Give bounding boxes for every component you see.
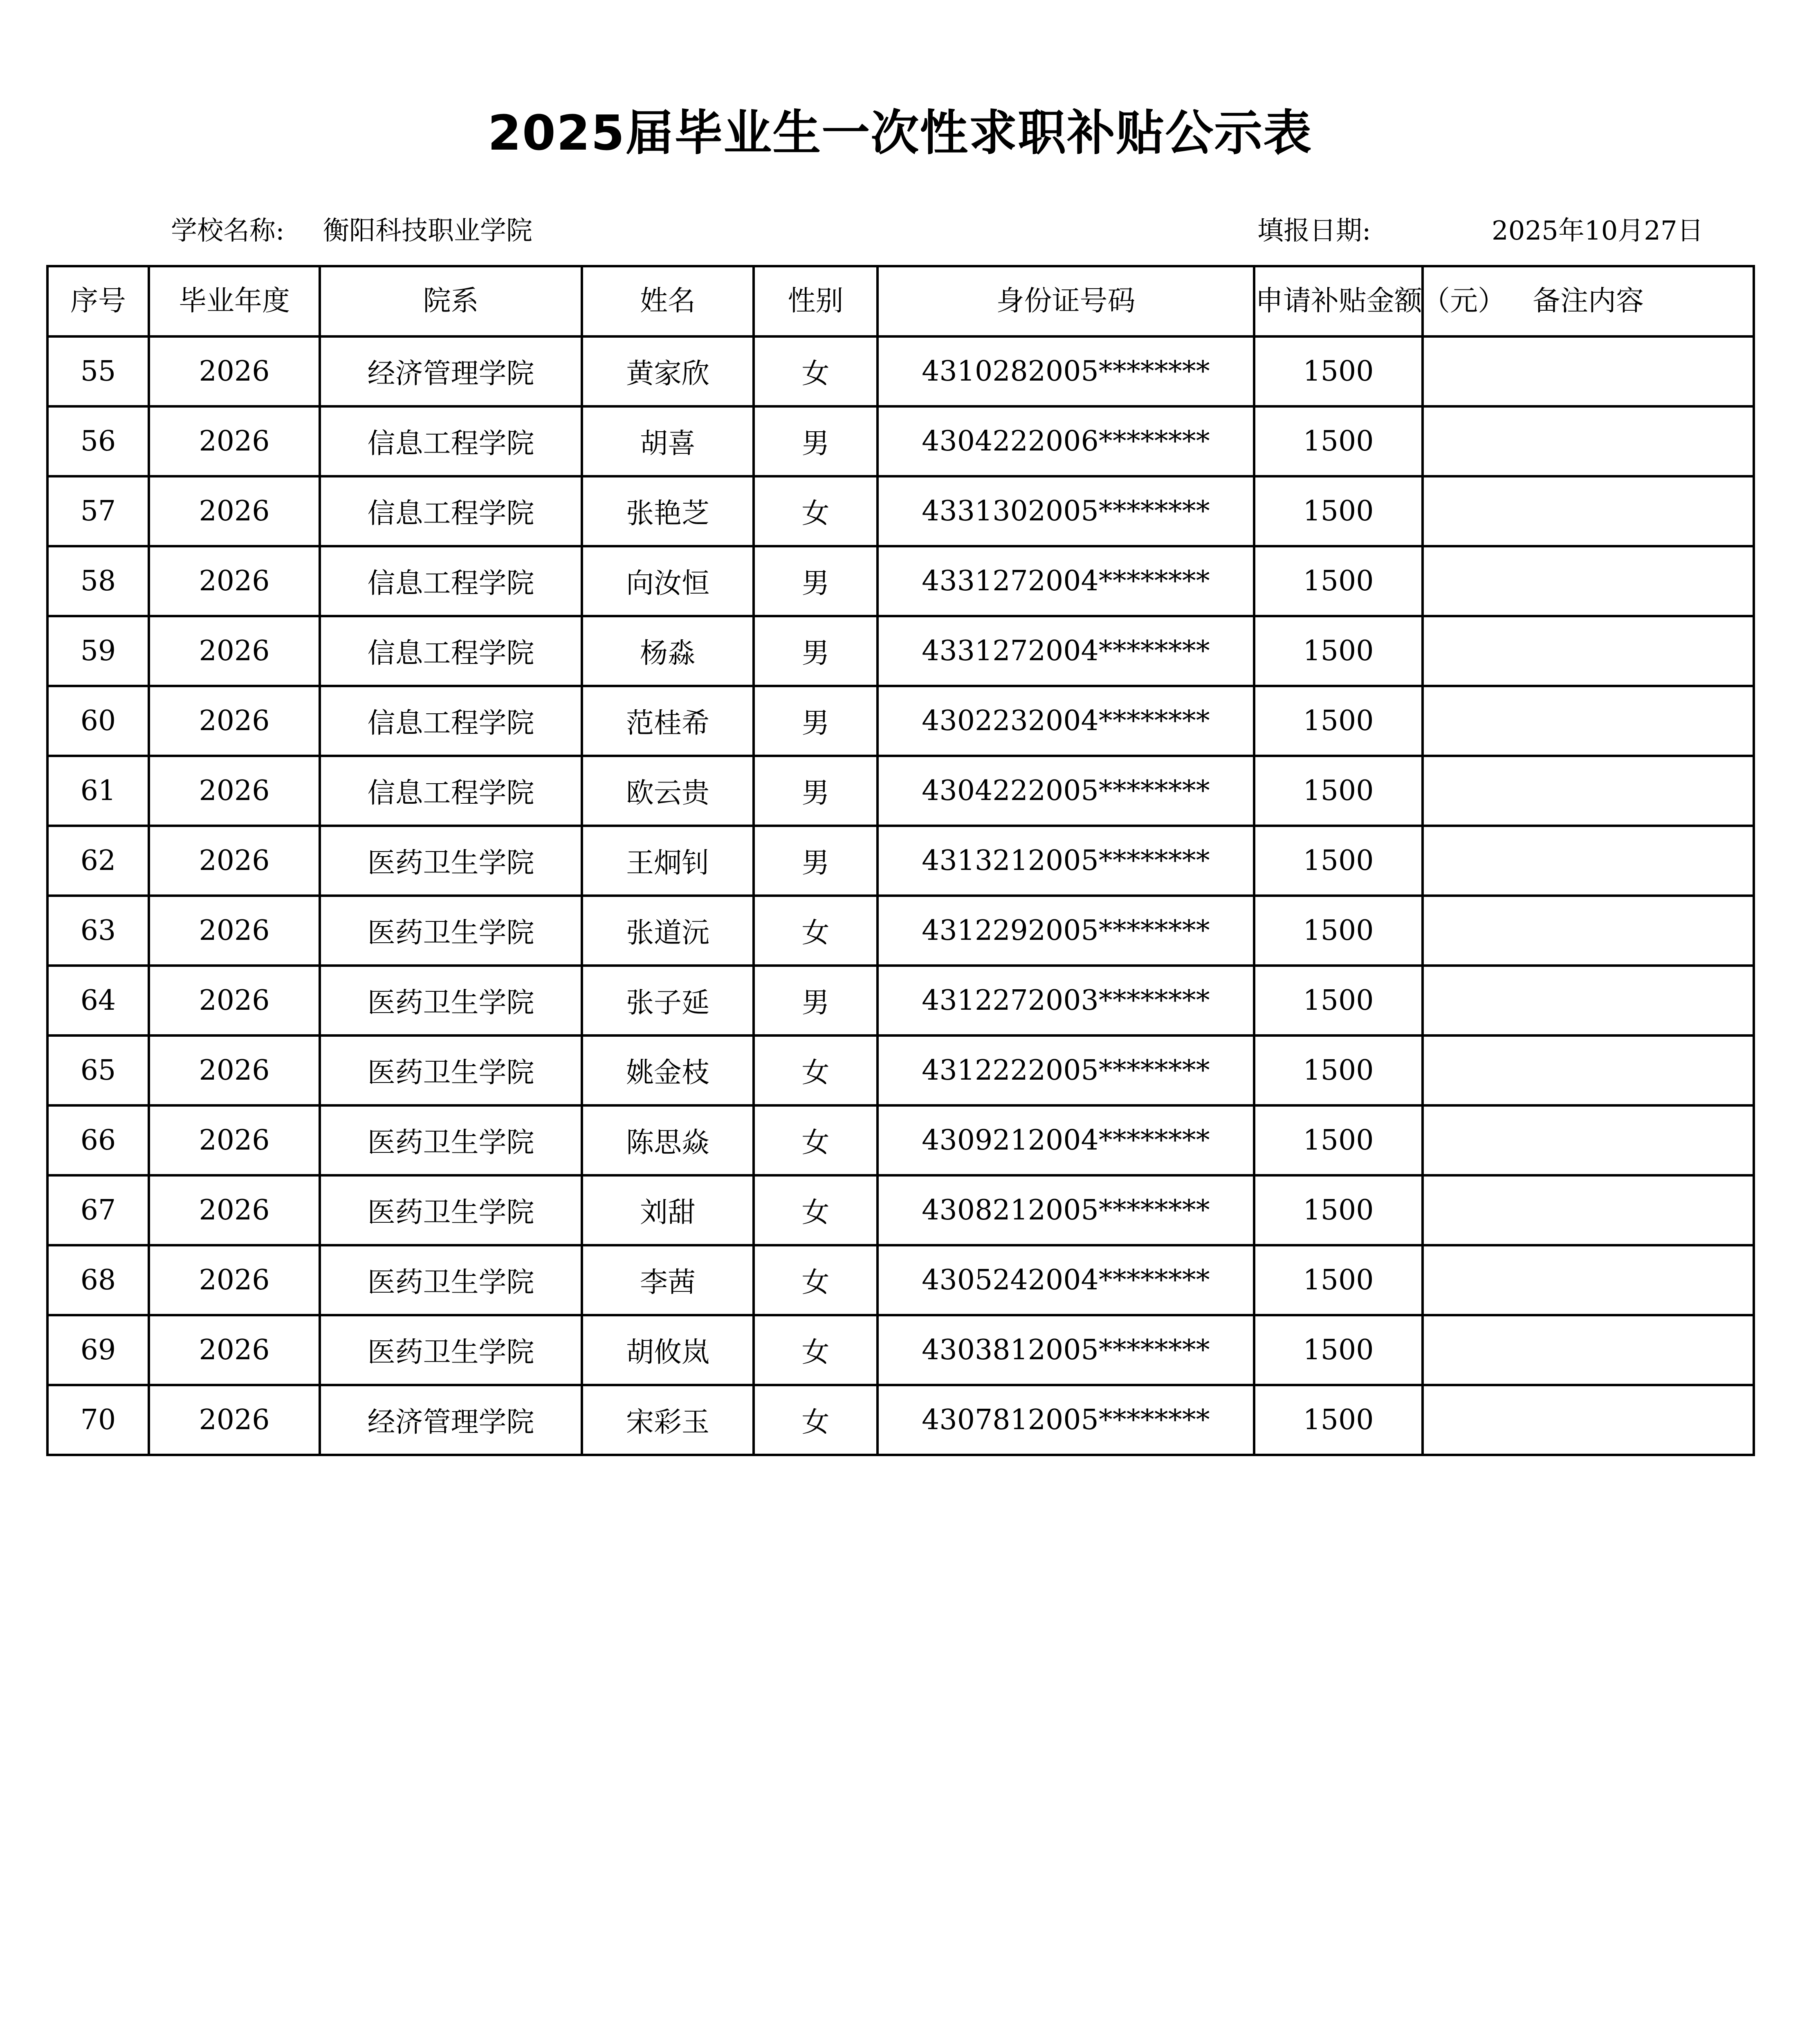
- cell-gender: 女: [754, 1245, 878, 1315]
- cell-dept: 医药卫生学院: [320, 1035, 582, 1105]
- cell-no: 65: [47, 1035, 149, 1105]
- cell-dept: 信息工程学院: [320, 756, 582, 826]
- cell-name: 刘甜: [582, 1175, 754, 1245]
- cell-dept: 信息工程学院: [320, 406, 582, 476]
- cell-gender: 女: [754, 1385, 878, 1455]
- cell-id-number: 4307812005********: [878, 1385, 1254, 1455]
- cell-amount: 1500: [1254, 896, 1423, 966]
- table-row: [47, 476, 1754, 546]
- cell-name: 欧云贵: [582, 756, 754, 826]
- cell-gender: 男: [754, 966, 878, 1035]
- cell-dept: 医药卫生学院: [320, 1245, 582, 1315]
- cell-name: 宋彩玉: [582, 1385, 754, 1455]
- table-body: [47, 336, 1754, 1455]
- cell-name: 向汝恒: [582, 546, 754, 616]
- cell-note: [1423, 1385, 1754, 1455]
- table-row: [47, 1315, 1754, 1385]
- table-row: [47, 1245, 1754, 1315]
- table-row: [47, 1385, 1754, 1455]
- cell-year: 2026: [149, 896, 320, 966]
- table-row: [47, 1105, 1754, 1175]
- cell-year: 2026: [149, 546, 320, 616]
- cell-gender: 男: [754, 406, 878, 476]
- cell-name: 胡喜: [582, 406, 754, 476]
- cell-no: 69: [47, 1315, 149, 1385]
- cell-dept: 信息工程学院: [320, 476, 582, 546]
- school-label: 学校名称:: [171, 216, 285, 246]
- col-header-note: 备注内容: [1423, 266, 1754, 336]
- table-row: [47, 826, 1754, 896]
- cell-gender: 男: [754, 546, 878, 616]
- cell-id-number: 4310282005********: [878, 336, 1254, 406]
- cell-amount: 1500: [1254, 756, 1423, 826]
- cell-gender: 女: [754, 476, 878, 546]
- cell-year: 2026: [149, 1385, 320, 1455]
- cell-no: 63: [47, 896, 149, 966]
- cell-no: 57: [47, 476, 149, 546]
- cell-amount: 1500: [1254, 406, 1423, 476]
- cell-no: 64: [47, 966, 149, 1035]
- cell-note: [1423, 616, 1754, 686]
- cell-no: 60: [47, 686, 149, 756]
- cell-note: [1423, 336, 1754, 406]
- table-row: [47, 756, 1754, 826]
- cell-note: [1423, 546, 1754, 616]
- subsidy-table: [46, 265, 1755, 1456]
- cell-year: 2026: [149, 826, 320, 896]
- cell-year: 2026: [149, 476, 320, 546]
- cell-note: [1423, 1175, 1754, 1245]
- cell-id-number: 4331272004********: [878, 546, 1254, 616]
- col-header-name: 姓名: [582, 266, 754, 336]
- cell-year: 2026: [149, 336, 320, 406]
- cell-name: 陈思焱: [582, 1105, 754, 1175]
- cell-note: [1423, 406, 1754, 476]
- cell-amount: 1500: [1254, 1245, 1423, 1315]
- col-header-amount: 申请补贴金额（元）: [1254, 266, 1423, 336]
- cell-amount: 1500: [1254, 966, 1423, 1035]
- cell-name: 张艳芝: [582, 476, 754, 546]
- cell-no: 59: [47, 616, 149, 686]
- col-header-gender: 性别: [754, 266, 878, 336]
- cell-dept: 信息工程学院: [320, 616, 582, 686]
- cell-year: 2026: [149, 686, 320, 756]
- cell-dept: 医药卫生学院: [320, 1315, 582, 1385]
- col-header-no: 序号: [47, 266, 149, 336]
- cell-id-number: 4331302005********: [878, 476, 1254, 546]
- cell-dept: 医药卫生学院: [320, 896, 582, 966]
- cell-name: 胡攸岚: [582, 1315, 754, 1385]
- cell-id-number: 4313212005********: [878, 826, 1254, 896]
- cell-year: 2026: [149, 1245, 320, 1315]
- cell-no: 68: [47, 1245, 149, 1315]
- cell-note: [1423, 1315, 1754, 1385]
- cell-amount: 1500: [1254, 476, 1423, 546]
- cell-id-number: 4312222005********: [878, 1035, 1254, 1105]
- col-header-year: 毕业年度: [149, 266, 320, 336]
- cell-id-number: 4312292005********: [878, 896, 1254, 966]
- cell-gender: 男: [754, 756, 878, 826]
- cell-id-number: 4309212004********: [878, 1105, 1254, 1175]
- page-title: 2025届毕业生一次性求职补贴公示表: [487, 105, 1313, 161]
- cell-dept: 医药卫生学院: [320, 1105, 582, 1175]
- cell-year: 2026: [149, 1105, 320, 1175]
- cell-amount: 1500: [1254, 1315, 1423, 1385]
- cell-amount: 1500: [1254, 1105, 1423, 1175]
- cell-no: 70: [47, 1385, 149, 1455]
- cell-amount: 1500: [1254, 1035, 1423, 1105]
- cell-amount: 1500: [1254, 616, 1423, 686]
- cell-gender: 女: [754, 1035, 878, 1105]
- cell-no: 62: [47, 826, 149, 896]
- cell-name: 杨淼: [582, 616, 754, 686]
- col-header-dept: 院系: [320, 266, 582, 336]
- date-label: 填报日期:: [1257, 216, 1371, 246]
- school-name: 衡阳科技职业学院: [323, 216, 532, 246]
- cell-dept: 信息工程学院: [320, 546, 582, 616]
- cell-dept: 医药卫生学院: [320, 966, 582, 1035]
- cell-amount: 1500: [1254, 1175, 1423, 1245]
- cell-year: 2026: [149, 1315, 320, 1385]
- cell-gender: 女: [754, 1175, 878, 1245]
- cell-gender: 男: [754, 686, 878, 756]
- cell-dept: 信息工程学院: [320, 686, 582, 756]
- cell-name: 张子延: [582, 966, 754, 1035]
- cell-note: [1423, 686, 1754, 756]
- cell-gender: 男: [754, 616, 878, 686]
- cell-name: 王炯钊: [582, 826, 754, 896]
- date-value: 2025年10月27日: [1492, 216, 1703, 246]
- table-row: [47, 616, 1754, 686]
- table-header-row: [47, 266, 1754, 336]
- table-row: [47, 1175, 1754, 1245]
- cell-dept: 医药卫生学院: [320, 1175, 582, 1245]
- cell-year: 2026: [149, 616, 320, 686]
- cell-id-number: 4302232004********: [878, 686, 1254, 756]
- cell-name: 黄家欣: [582, 336, 754, 406]
- cell-note: [1423, 476, 1754, 546]
- cell-note: [1423, 826, 1754, 896]
- cell-note: [1423, 1105, 1754, 1175]
- table-row: [47, 406, 1754, 476]
- cell-amount: 1500: [1254, 826, 1423, 896]
- cell-year: 2026: [149, 756, 320, 826]
- cell-gender: 女: [754, 1105, 878, 1175]
- table-row: [47, 1035, 1754, 1105]
- cell-amount: 1500: [1254, 686, 1423, 756]
- cell-name: 李茜: [582, 1245, 754, 1315]
- cell-id-number: 4304222006********: [878, 406, 1254, 476]
- col-header-id: 身份证号码: [878, 266, 1254, 336]
- cell-year: 2026: [149, 1035, 320, 1105]
- cell-year: 2026: [149, 406, 320, 476]
- cell-note: [1423, 966, 1754, 1035]
- cell-gender: 女: [754, 896, 878, 966]
- cell-dept: 经济管理学院: [320, 1385, 582, 1455]
- cell-id-number: 4331272004********: [878, 616, 1254, 686]
- cell-id-number: 4308212005********: [878, 1175, 1254, 1245]
- cell-name: 范桂希: [582, 686, 754, 756]
- cell-year: 2026: [149, 966, 320, 1035]
- cell-no: 67: [47, 1175, 149, 1245]
- cell-amount: 1500: [1254, 546, 1423, 616]
- cell-id-number: 4305242004********: [878, 1245, 1254, 1315]
- cell-gender: 女: [754, 1315, 878, 1385]
- cell-dept: 医药卫生学院: [320, 826, 582, 896]
- cell-gender: 女: [754, 336, 878, 406]
- cell-year: 2026: [149, 1175, 320, 1245]
- cell-no: 66: [47, 1105, 149, 1175]
- table-row: [47, 546, 1754, 616]
- cell-name: 姚金枝: [582, 1035, 754, 1105]
- cell-id-number: 4312272003********: [878, 966, 1254, 1035]
- table-row: [47, 896, 1754, 966]
- cell-no: 61: [47, 756, 149, 826]
- cell-amount: 1500: [1254, 336, 1423, 406]
- cell-no: 55: [47, 336, 149, 406]
- cell-name: 张道沅: [582, 896, 754, 966]
- cell-id-number: 4303812005********: [878, 1315, 1254, 1385]
- cell-note: [1423, 1245, 1754, 1315]
- cell-gender: 男: [754, 826, 878, 896]
- cell-note: [1423, 896, 1754, 966]
- cell-id-number: 4304222005********: [878, 756, 1254, 826]
- table-row: [47, 686, 1754, 756]
- cell-note: [1423, 756, 1754, 826]
- cell-amount: 1500: [1254, 1385, 1423, 1455]
- table-row: [47, 966, 1754, 1035]
- cell-dept: 经济管理学院: [320, 336, 582, 406]
- table-row: [47, 336, 1754, 406]
- cell-note: [1423, 1035, 1754, 1105]
- cell-no: 58: [47, 546, 149, 616]
- cell-no: 56: [47, 406, 149, 476]
